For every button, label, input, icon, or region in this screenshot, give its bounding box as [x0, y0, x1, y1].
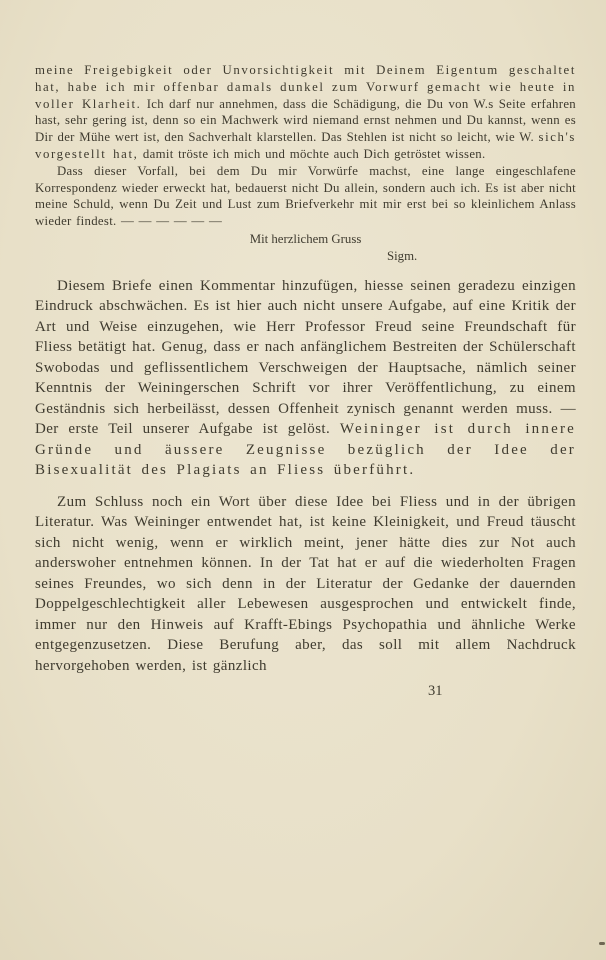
commentary-paragraph-1: [35, 276, 576, 481]
letter-signature: Sigm.: [387, 248, 418, 263]
scan-artifact: [599, 942, 605, 945]
page-text-block: [35, 62, 576, 700]
letter-emphasis-2: sich's vorgestellt hat,: [35, 130, 576, 161]
letter-text-1: Ich darf nur annehmen, dass die Schädigung, die Du von W.s Seite erfahren hast, sehr gering ist, denn so ein Machwerk wird niemand ernst nehmen und Du kannst, wenn es Dir der Mühe wert ist, den Sachverhalt klarstellen. Das Stehlen ist nicht so leicht, wie W.: [35, 96, 576, 145]
letter-paragraph-continuation: [35, 62, 576, 163]
letter-emphasis-1: meine Freigebigkeit oder Unvorsichtigkeit mit Deinem Eigentum geschaltet hat, habe ich mir offenbar damals dunkel zum Vorwurf gemacht wie heute in voller Klarheit.: [35, 63, 576, 111]
letter-closing: Mit herzlichem Gruss: [249, 231, 362, 246]
commentary-emphasis: Weininger ist durch innere Gründe und äussere Zeugnisse bezüglich der Idee der Bisexualität des Plagiats an Fliess überführt.: [35, 421, 576, 479]
commentary-text-1: Diesem Briefe einen Kommentar hinzufügen, hiesse seinen geradezu einzigen Eindruck abschwächen. Es ist hier auch nicht unsere Aufgabe, auf eine Kritik der Art und Weise einzugehen, wie Herr Professor Freud seine Freundschaft für Fliess betätigt hat. Genug, dass er nach anfänglichem Bestreiten der Schülerschaft Swobodas und geflissentlichem Verschweigen der Hauptsache, nämlich seiner Kenntnis der Weiningerschen Schrift vor ihrer Veröffentlichung, zu einem Geständnis sich herbeilässt, dessen Offenheit zynisch genannt werden muss. — Der erste Teil unserer Aufgabe ist gelöst.: [35, 277, 576, 438]
page-number: 31: [428, 683, 443, 700]
commentary-paragraph-2: Zum Schluss noch ein Wort über diese Idee bei Fliess und in der übrigen Literatur. Was Weininger entwendet hat, ist keine Kleinigkeit, und Freud täuscht sich nicht wenig, wenn er wirklich meint, jener hätte dies zur Not auch anderswoher entnehmen können. In der Tat hat er auf die wiederholten Fragen seines Freundes, wo sich denn in der Literatur der Gedanke der dauernden Doppelgeschlechtigkeit aller Lebewesen ausgesprochen und entwickelt finde, immer nur den Hinweis auf Krafft-Ebings Psychopathia und ähnliche Werke entgegenzusetzen. Diese Berufung aber, das soll mit allem Nachdruck hervorgehoben werden, ist gänzlich: [35, 493, 576, 674]
letter-paragraph-2: Dass dieser Vorfall, bei dem Du mir Vorwürfe machst, eine lange eingeschlafene Korrespondenz wieder erweckt hat, bedauerst nicht Du allein, sondern auch ich. Es ist aber nicht meine Schuld, wenn Du Zeit und Lust zum Briefverkehr mit mir erst bei so kleinlichem Anlass wieder findest. — — — — — —: [35, 163, 576, 229]
letter-text-2: damit tröste ich mich und möchte auch Dich getröstet wissen.: [142, 146, 486, 161]
